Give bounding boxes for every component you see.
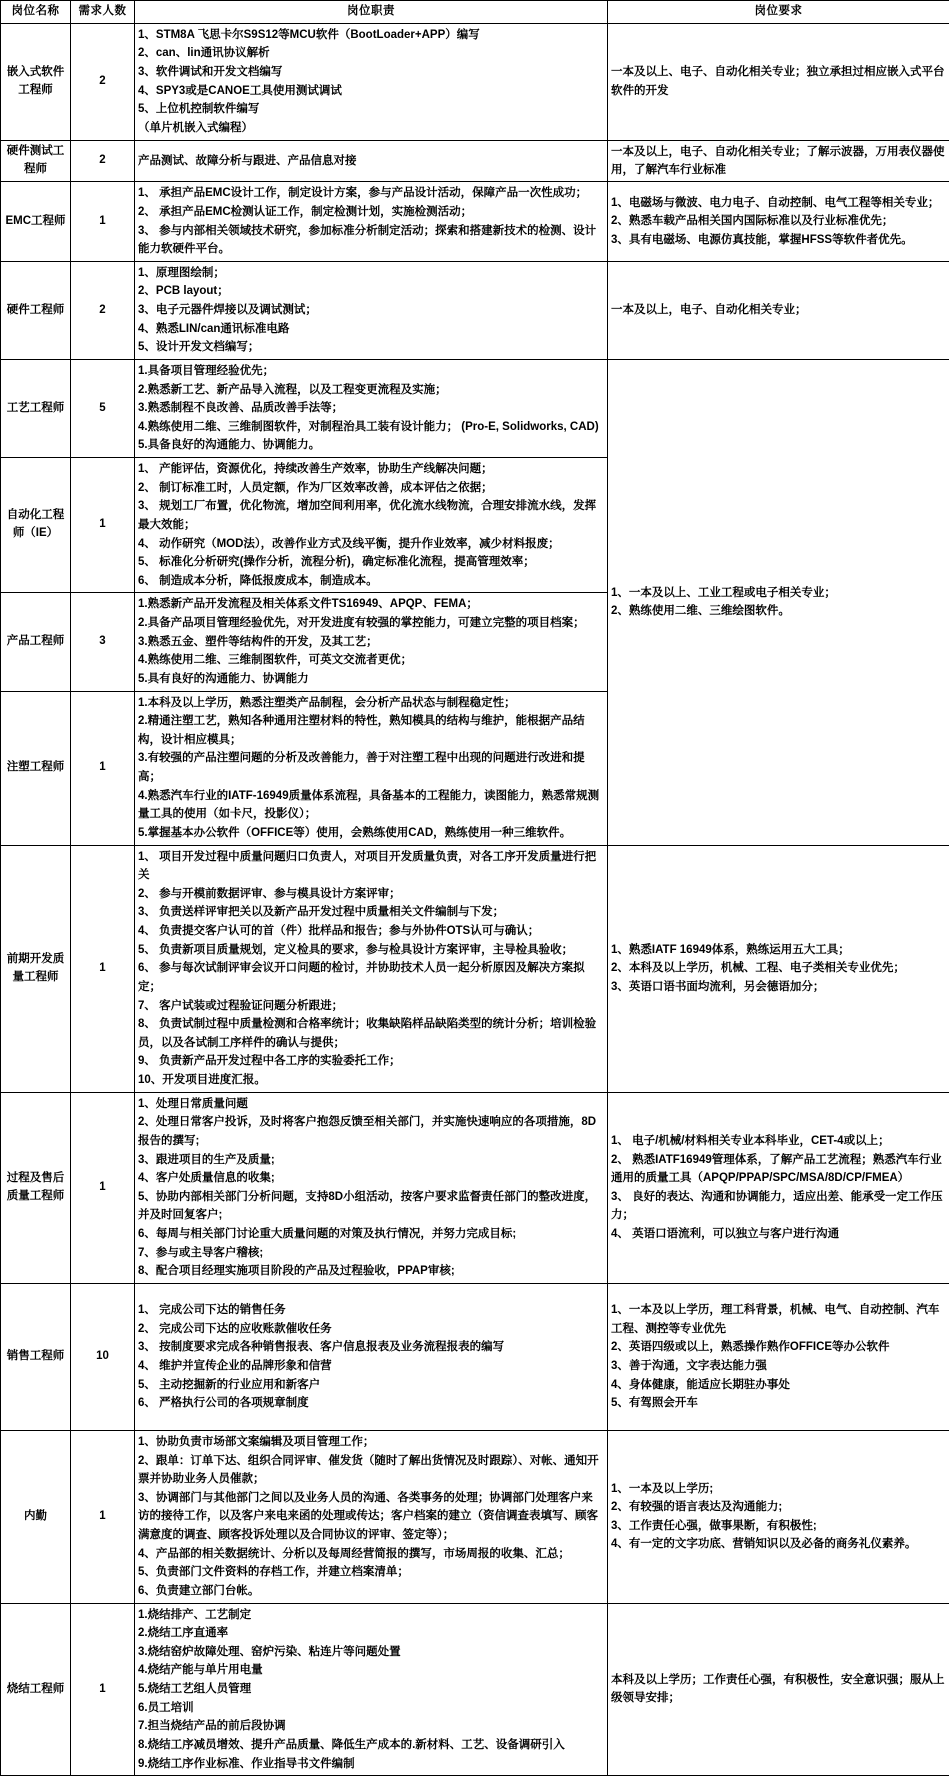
requirement-line: 4、 英语口语流利，可以独立与客户进行沟通 (611, 1225, 946, 1244)
column-header-headcount: 需求人数 (71, 1, 135, 24)
table-row (1, 1430, 949, 1603)
duty-line: 5、上位机控制软件编写 (138, 100, 604, 119)
requirements-cell (608, 1283, 949, 1430)
duty-line: 6、 严格执行公司的各项规章制度 (138, 1394, 604, 1413)
table-row (1, 359, 949, 457)
duty-line: 2、 制订标准工时，人员定额，作为厂区效率改善，成本评估之依据； (138, 479, 604, 498)
job-name-cell: EMC工程师 (1, 182, 71, 262)
duties-cell (135, 691, 608, 845)
duty-line: 2、处理日常客户投诉，及时将客户抱怨反馈至相关部门，并实施快速响应的各项措施，8D报告的撰写; (138, 1113, 604, 1150)
duty-line: 2、跟单：订单下达、组织合同评审、催发货（随时了解出货情况及时跟踪）、对帐、通知开票并协助业务人员催款； (138, 1452, 604, 1489)
requirement-line: 2、本科及以上学历，机械、工程、电子类相关专业优先； (611, 959, 946, 978)
column-header-requirements: 岗位要求 (608, 1, 949, 24)
column-header-job-name: 岗位名称 (1, 1, 71, 24)
duty-line: 4、 动作研究（MOD法），改善作业方式及线平衡，提升作业效率，减少材料报废； (138, 535, 604, 554)
table-row (1, 1092, 949, 1283)
duty-line: 3.有较强的产品注塑问题的分析及改善能力，善于对注塑工程中出现的问题进行改进和提高； (138, 749, 604, 786)
duties-cell (135, 182, 608, 262)
duty-list (138, 1301, 604, 1413)
requirements-cell (608, 1092, 949, 1283)
requirement-line: 1、一本及以上学历，理工科背景，机械、电气、自动控制、汽车工程、测控等专业优先 (611, 1301, 946, 1338)
job-name-cell: 工艺工程师 (1, 359, 71, 457)
requirement-line: 1、电磁场与微波、电力电子、自动控制、电气工程等相关专业； (611, 194, 946, 213)
duty-line: 4.熟练使用二维、三维制图软件，对制程治具工装有设计能力； (Pro-E, Solidworks, CAD) (138, 418, 604, 437)
duty-line: 2.精通注塑工艺，熟知各种通用注塑材料的特性，熟知模具的结构与维护，能根据产品结构，设计相应模具； (138, 712, 604, 749)
requirements-cell (608, 261, 949, 359)
duty-line: 4.熟悉汽车行业的IATF-16949质量体系流程，具备基本的工程能力，读图能力，熟悉常规测量工具的使用（如卡尺，投影仪）； (138, 787, 604, 824)
table-row (1, 1283, 949, 1430)
duty-line: 1、 承担产品EMC设计工作，制定设计方案，参与产品设计活动，保障产品一次性成功； (138, 184, 604, 203)
duty-line: 3、跟进项目的生产及质量; (138, 1151, 604, 1170)
job-name-cell: 硬件测试工程师 (1, 140, 71, 182)
requirement-line: 3、 良好的表达、沟通和协调能力，适应出差、能承受一定工作压力； (611, 1188, 946, 1225)
duty-line: 1、STM8A 飞思卡尔S9S12等MCU软件（BootLoader+APP）编写 (138, 26, 604, 45)
requirement-line: 4、身体健康，能适应长期驻办事处 (611, 1376, 946, 1395)
duty-line: 2.具备产品项目管理经验优先，对开发进度有较强的掌控能力，可建立完整的项目档案； (138, 614, 604, 633)
duty-line: 5、 负责新项目质量规划，定义检具的要求，参与检具设计方案评审，主导检具验收； (138, 941, 604, 960)
duty-list (138, 1433, 604, 1601)
requirement-line: 5、有驾照会开车 (611, 1394, 946, 1413)
duty-line: （单片机嵌入式编程） (138, 119, 604, 138)
duty-list (138, 264, 604, 357)
duty-line: 3、 负责送样评审把关以及新产品开发过程中质量相关文件编制与下发； (138, 903, 604, 922)
duty-line: 1.烧结排产、工艺制定 (138, 1606, 604, 1625)
duty-line: 3、电子元器件焊接以及调试测试； (138, 301, 604, 320)
duty-line: 1、 项目开发过程中质量问题归口负责人，对项目开发质量负责，对各工序开发质量进行把关 (138, 848, 604, 885)
duty-line: 1.具备项目管理经验优先； (138, 362, 604, 381)
table-row (1, 1603, 949, 1776)
duty-list (138, 848, 604, 1090)
duty-line: 6、每周与相关部门讨论重大质量问题的对策及执行情况，并努力完成目标; (138, 1225, 604, 1244)
requirement-list (611, 1480, 946, 1555)
headcount-cell: 2 (71, 140, 135, 182)
duty-line: 7、参与或主导客户稽核; (138, 1244, 604, 1263)
duties-cell (135, 261, 608, 359)
duty-line: 8、配合项目经理实施项目阶段的产品及过程验收，PPAP审核; (138, 1262, 604, 1281)
requirement-line: 3、工作责任心强，做事果断，有积极性; (611, 1517, 946, 1536)
requirement-line: 一本及以上、电子、自动化相关专业；独立承担过相应嵌入式平台软件的开发 (611, 63, 946, 100)
duty-line: 1、协助负责市场部文案编辑及项目管理工作； (138, 1433, 604, 1452)
duties-cell (135, 845, 608, 1092)
duty-line: 5.烧结工艺组人员管理 (138, 1680, 604, 1699)
job-name-cell: 自动化工程师（IE） (1, 458, 71, 593)
duty-line: 4、 负责提交客户认可的首（件）批样品和报告；参与外协件OTS认可与确认； (138, 922, 604, 941)
duty-line: 7.担当烧结产品的前后段协调 (138, 1717, 604, 1736)
requirement-line: 4、有一定的文字功底、营销知识以及必备的商务礼仪素养。 (611, 1535, 946, 1554)
duty-line: 8、 负责试制过程中质量检测和合格率统计；收集缺陷样品缺陷类型的统计分析；培训检验员，以及各试制工序样件的确认与提供； (138, 1015, 604, 1052)
duty-line: 3、协调部门与其他部门之间以及业务人员的沟通、各类事务的处理；协调部门处理客户来访的接待工作，以及客户来电来函的处理或传达；客户档案的建立（资信调查表填写、顾客满意度的调查、顾客投诉处理以及合同协议的评审、签定等）； (138, 1489, 604, 1545)
duties-cell (135, 1283, 608, 1430)
table-row (1, 261, 949, 359)
requirement-list (611, 1132, 946, 1244)
duty-line: 4、 维护并宣传企业的品牌形象和信营 (138, 1357, 604, 1376)
requirement-line: 2、 熟悉IATF16949管理体系，了解产品工艺流程；熟悉汽车行业通用的质量工具（APQP/PPAP/SPC/MSA/8D/CP/FMEA） (611, 1151, 946, 1188)
requirement-line: 1、熟悉IATF 16949体系，熟练运用五大工具； (611, 941, 946, 960)
job-name-cell: 过程及售后质量工程师 (1, 1092, 71, 1283)
requirement-list (611, 1301, 946, 1413)
requirement-line: 2、熟悉车载产品相关国内国际标准以及行业标准优先； (611, 212, 946, 231)
duty-list (138, 595, 604, 688)
duty-list (138, 362, 604, 455)
duty-line: 9.烧结工序作业标准、作业指导书文件编制 (138, 1755, 604, 1774)
requirement-line: 2、熟练使用二维、三维绘图软件。 (611, 602, 946, 621)
duty-line: 3、 按制度要求完成各种销售报表、客户信息报表及业务流程报表的编写 (138, 1338, 604, 1357)
duty-list (138, 694, 604, 843)
job-name-cell: 前期开发质量工程师 (1, 845, 71, 1092)
requirement-line: 1、一本及以上、工业工程或电子相关专业； (611, 584, 946, 603)
duty-line: 5、负责部门文件资料的存档工作，并建立档案清单； (138, 1563, 604, 1582)
duty-line: 产品测试、故障分析与跟进、产品信息对接 (138, 152, 604, 170)
duty-line: 5、 标准化分析研究(操作分析，流程分析)，确定标准化流程，提高管理效率； (138, 553, 604, 572)
headcount-cell: 2 (71, 261, 135, 359)
duty-line: 10、开发项目进度汇报。 (138, 1071, 604, 1090)
duty-list (138, 1095, 604, 1281)
duty-line: 2、can、lin通讯协议解析 (138, 44, 604, 63)
duty-line: 6、 制造成本分析，降低报废成本，制造成本。 (138, 572, 604, 591)
job-name-cell: 嵌入式软件工程师 (1, 23, 71, 140)
requirement-line: 一本及以上，电子、自动化相关专业； (611, 301, 946, 319)
headcount-cell: 1 (71, 691, 135, 845)
job-name-cell: 注塑工程师 (1, 691, 71, 845)
duties-cell (135, 458, 608, 593)
duty-line: 5、 主动挖掘新的行业应用和新客户 (138, 1376, 604, 1395)
duty-line: 6、 参与每次试制评审会议开口问题的检讨，并协助技术人员一起分析原因及解决方案拟定； (138, 959, 604, 996)
headcount-cell: 1 (71, 1430, 135, 1603)
table-row (1, 140, 949, 182)
duty-list (138, 460, 604, 590)
duties-cell (135, 23, 608, 140)
headcount-cell: 1 (71, 458, 135, 593)
requirement-line: 1、一本及以上学历; (611, 1480, 946, 1499)
headcount-cell: 1 (71, 845, 135, 1092)
table-header-row (1, 1, 949, 24)
duty-line: 1.熟悉新产品开发流程及相关体系文件TS16949、APQP、FEMA； (138, 595, 604, 614)
job-name-cell: 硬件工程师 (1, 261, 71, 359)
duty-line: 3、软件调试和开发文档编写 (138, 63, 604, 82)
job-name-cell: 内勤 (1, 1430, 71, 1603)
duty-line: 5.具备良好的沟通能力、协调能力。 (138, 436, 604, 455)
requirement-line: 3、具有电磁场、电源仿真技能，掌握HFSS等软件者优先。 (611, 231, 946, 250)
duty-line: 2.烧结工序直通率 (138, 1624, 604, 1643)
duty-line: 5、设计开发文档编写； (138, 338, 604, 357)
requirement-line: 3、善于沟通，文字表达能力强 (611, 1357, 946, 1376)
duties-cell (135, 359, 608, 457)
requirement-line: 本科及以上学历；工作责任心强，有积极性，安全意识强；服从上级领导安排； (611, 1671, 946, 1708)
requirements-cell (608, 182, 949, 262)
requirements-cell-merged (608, 359, 949, 845)
job-name-cell: 销售工程师 (1, 1283, 71, 1430)
requirement-line: 3、英语口语书面均流利，另会德语加分； (611, 978, 946, 997)
requirement-line: 2、有较强的语言表达及沟通能力; (611, 1498, 946, 1517)
duty-line: 2、 承担产品EMC检测认证工作，制定检测计划，实施检测活动； (138, 203, 604, 222)
duties-cell (135, 1092, 608, 1283)
duty-line: 1、处理日常质量问题 (138, 1095, 604, 1114)
duty-line: 2、 完成公司下达的应收账款催收任务 (138, 1320, 604, 1339)
requirements-cell (608, 23, 949, 140)
duties-cell (135, 140, 608, 182)
duty-line: 6、负责建立部门台帐。 (138, 1582, 604, 1601)
headcount-cell: 1 (71, 182, 135, 262)
table-row (1, 23, 949, 140)
table-row (1, 182, 949, 262)
requirements-cell (608, 140, 949, 182)
duty-line: 3、 参与内部相关领域技术研究，参加标准分析制定活动；探索和搭建新技术的检测、设计能力软硬件平台。 (138, 222, 604, 259)
duty-line: 5、协助内部相关部门分析问题，支持8D小组活动，按客户要求监督责任部门的整改进度，并及时回复客户; (138, 1188, 604, 1225)
duty-line: 3、 规划工厂布置，优化物流，增加空间利用率，优化流水线物流，合理安排流水线，发挥最大效能； (138, 497, 604, 534)
duty-line: 3.熟悉五金、塑件等结构件的开发，及其工艺； (138, 633, 604, 652)
headcount-cell: 3 (71, 593, 135, 691)
table-row (1, 845, 949, 1092)
duty-line: 7、 客户试装或过程验证问题分析跟进； (138, 997, 604, 1016)
duties-cell (135, 1430, 608, 1603)
duty-line: 3.熟悉制程不良改善、品质改善手法等； (138, 399, 604, 418)
duty-line: 4、产品部的相关数据统计、分析以及每周经营简报的撰写，市场周报的收集、汇总； (138, 1545, 604, 1564)
requirements-cell (608, 1430, 949, 1603)
table-body (1, 23, 949, 1775)
duty-line: 4、SPY3或是CANOE工具使用测试调试 (138, 82, 604, 101)
duty-line: 2、PCB layout； (138, 282, 604, 301)
duty-line: 8.烧结工序减员增效、提升产品质量、降低生产成本的.新材料、工艺、设备调研引入 (138, 1736, 604, 1755)
duty-line: 4.熟练使用二维、三维制图软件，可英文交流者更优； (138, 651, 604, 670)
requirement-list (611, 941, 946, 997)
duty-line: 4、熟悉LIN/can通讯标准电路 (138, 320, 604, 339)
duty-line: 1、 完成公司下达的销售任务 (138, 1301, 604, 1320)
requirements-cell (608, 1603, 949, 1776)
duty-list (138, 184, 604, 259)
duty-line: 1、 产能评估，资源优化，持续改善生产效率，协助生产线解决问题； (138, 460, 604, 479)
duty-line: 1.本科及以上学历，熟悉注塑类产品制程，会分析产品状态与制程稳定性； (138, 694, 604, 713)
duty-line: 2.熟悉新工艺、新产品导入流程，以及工程变更流程及实施； (138, 381, 604, 400)
duty-line: 6.员工培训 (138, 1699, 604, 1718)
requirements-cell (608, 845, 949, 1092)
duty-line: 5.掌握基本办公软件（OFFICE等）使用，会熟练使用CAD，熟练使用一种三维软件。 (138, 824, 604, 843)
headcount-cell: 2 (71, 23, 135, 140)
duty-line: 2、 参与开模前数据评审、参与模具设计方案评审； (138, 885, 604, 904)
duty-line: 4、客户处质量信息的收集; (138, 1169, 604, 1188)
headcount-cell: 1 (71, 1092, 135, 1283)
requirement-line: 一本及以上，电子、自动化相关专业；了解示波器，万用表仪器使用，了解汽车行业标准 (611, 143, 946, 180)
table-header (1, 1, 949, 24)
requirement-list (611, 194, 946, 250)
duty-line: 4.烧结产能与单片用电量 (138, 1661, 604, 1680)
requirement-line: 2、英语四级或以上，熟悉操作熟作OFFICE等办公软件 (611, 1338, 946, 1357)
requirement-line: 1、 电子/机械/材料相关专业本科毕业，CET-4或以上； (611, 1132, 946, 1151)
duties-cell (135, 1603, 608, 1776)
headcount-cell: 5 (71, 359, 135, 457)
duty-line: 3.烧结窑炉故障处理、窑炉污染、粘连片等问题处置 (138, 1643, 604, 1662)
duty-list (138, 1606, 604, 1774)
job-name-cell: 产品工程师 (1, 593, 71, 691)
duty-list (138, 26, 604, 138)
duty-line: 5.具有良好的沟通能力、协调能力 (138, 670, 604, 689)
headcount-cell: 1 (71, 1603, 135, 1776)
duty-line: 1、原理图绘制； (138, 264, 604, 283)
duty-line: 9、 负责新产品开发过程中各工序的实验委托工作； (138, 1052, 604, 1071)
job-name-cell: 烧结工程师 (1, 1603, 71, 1776)
requirement-list (611, 584, 946, 621)
duties-cell (135, 593, 608, 691)
headcount-cell: 10 (71, 1283, 135, 1430)
column-header-duties: 岗位职责 (135, 1, 608, 24)
